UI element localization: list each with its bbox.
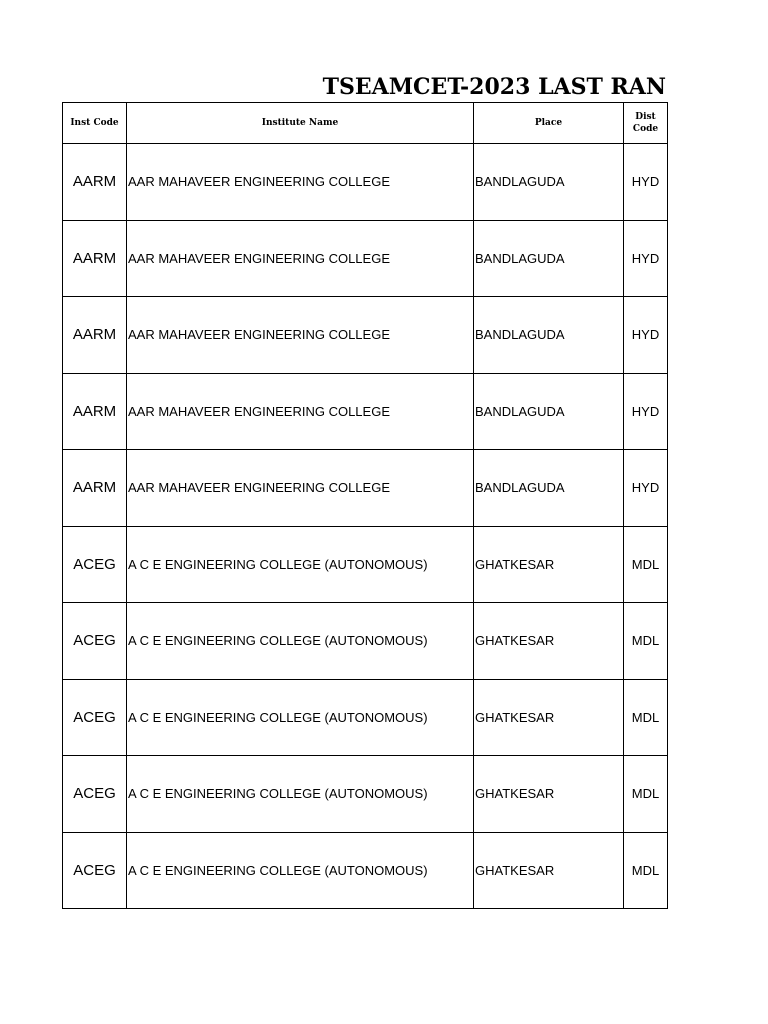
- cell-place: GHATKESAR: [474, 756, 624, 833]
- cell-dist-code: MDL: [624, 832, 668, 909]
- table-row: [63, 756, 668, 833]
- cell-institute-name: AAR MAHAVEER ENGINEERING COLLEGE: [127, 297, 474, 374]
- rank-table: [62, 102, 668, 909]
- header-inst-code: Inst Code: [63, 103, 127, 144]
- cell-place: BANDLAGUDA: [474, 373, 624, 450]
- cell-inst-code: ACEG: [63, 832, 127, 909]
- cell-institute-name: AAR MAHAVEER ENGINEERING COLLEGE: [127, 373, 474, 450]
- cell-institute-name: A C E ENGINEERING COLLEGE (AUTONOMOUS): [127, 603, 474, 680]
- cell-institute-name: A C E ENGINEERING COLLEGE (AUTONOMOUS): [127, 756, 474, 833]
- cell-dist-code: MDL: [624, 756, 668, 833]
- header-place: Place: [474, 103, 624, 144]
- page-title: TSEAMCET-2023 LAST RAN: [322, 74, 666, 100]
- cell-inst-code: AARM: [63, 450, 127, 527]
- table-row: [63, 450, 668, 527]
- cell-dist-code: MDL: [624, 679, 668, 756]
- cell-inst-code: AARM: [63, 220, 127, 297]
- cell-place: GHATKESAR: [474, 603, 624, 680]
- cell-inst-code: ACEG: [63, 756, 127, 833]
- cell-inst-code: ACEG: [63, 526, 127, 603]
- cell-place: BANDLAGUDA: [474, 450, 624, 527]
- header-dist-code: Dist Code: [624, 103, 668, 144]
- cell-place: GHATKESAR: [474, 679, 624, 756]
- cell-institute-name: AAR MAHAVEER ENGINEERING COLLEGE: [127, 220, 474, 297]
- cell-institute-name: AAR MAHAVEER ENGINEERING COLLEGE: [127, 450, 474, 527]
- table-row: [63, 373, 668, 450]
- cell-institute-name: A C E ENGINEERING COLLEGE (AUTONOMOUS): [127, 679, 474, 756]
- cell-institute-name: AAR MAHAVEER ENGINEERING COLLEGE: [127, 144, 474, 221]
- cell-inst-code: ACEG: [63, 603, 127, 680]
- cell-institute-name: A C E ENGINEERING COLLEGE (AUTONOMOUS): [127, 526, 474, 603]
- cell-place: GHATKESAR: [474, 526, 624, 603]
- cell-institute-name: A C E ENGINEERING COLLEGE (AUTONOMOUS): [127, 832, 474, 909]
- table-row: [63, 144, 668, 221]
- table-row: [63, 297, 668, 374]
- table-row: [63, 220, 668, 297]
- cell-place: GHATKESAR: [474, 832, 624, 909]
- cell-inst-code: AARM: [63, 297, 127, 374]
- header-institute-name: Institute Name: [127, 103, 474, 144]
- cell-dist-code: HYD: [624, 450, 668, 527]
- table-header-row: [63, 103, 668, 144]
- table-row: [63, 603, 668, 680]
- cell-dist-code: MDL: [624, 603, 668, 680]
- cell-inst-code: ACEG: [63, 679, 127, 756]
- table-row: [63, 526, 668, 603]
- cell-place: BANDLAGUDA: [474, 220, 624, 297]
- cell-place: BANDLAGUDA: [474, 297, 624, 374]
- cell-place: BANDLAGUDA: [474, 144, 624, 221]
- cell-dist-code: MDL: [624, 526, 668, 603]
- table-row: [63, 679, 668, 756]
- cell-dist-code: HYD: [624, 144, 668, 221]
- cell-inst-code: AARM: [63, 373, 127, 450]
- cell-dist-code: HYD: [624, 373, 668, 450]
- cell-inst-code: AARM: [63, 144, 127, 221]
- cell-dist-code: HYD: [624, 297, 668, 374]
- cell-dist-code: HYD: [624, 220, 668, 297]
- table-row: [63, 832, 668, 909]
